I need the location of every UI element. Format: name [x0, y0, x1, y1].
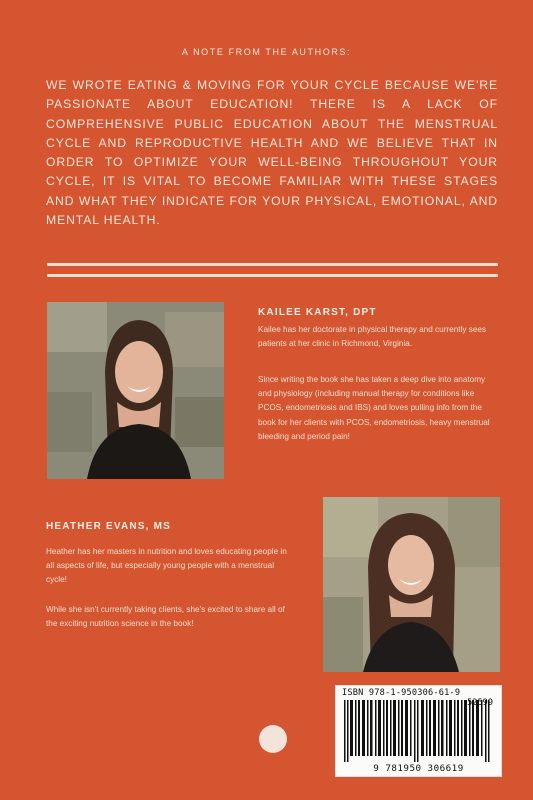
heather-bio-2: While she isn't currently taking clients, she's excited to share all of the exciting nutrition science in the book!: [46, 605, 285, 629]
kailee-name: KAILEE KARST, DPT: [258, 307, 377, 318]
ean-number: 9 781950 306619: [373, 763, 464, 774]
heather-photo: [323, 497, 500, 672]
divider-bottom: [47, 274, 498, 277]
barcode: [335, 685, 502, 777]
divider-top: [47, 263, 498, 266]
price-code: 52599: [467, 698, 493, 708]
kailee-bio-1: Kailee has her doctorate in physical therapy and currently sees patients at her clinic in Richmond, Virginia.: [258, 325, 487, 349]
note-body: WE WROTE EATING & MOVING FOR YOUR CYCLE BECAUSE WE'RE PASSIONATE ABOUT EDUCATION! THERE IS A LACK OF COMPREHENSIVE PUBLIC EDUCATION ABOUT THE MENSTRUAL CYCLE AND REPRODUCTIVE HEALTH AND WE BELIEVE THAT IN ORDER TO OPTIMIZE YOUR WELL-BEING THROUGHOUT YOUR CYCLE, IT IS VITAL TO BECOME FAMILIAR WITH THESE STAGES AND WHAT THEY INDICATE FOR YOUR PHYSICAL, EMOTIONAL, AND MENTAL HEALTH.: [46, 78, 498, 228]
note-heading: A NOTE FROM THE AUTHORS:: [181, 47, 352, 57]
heather-name: HEATHER EVANS, MS: [46, 521, 172, 532]
isbn-label: ISBN 978-1-950306-61-9: [342, 688, 461, 698]
publisher-logo: [259, 725, 287, 753]
barcode-bars: [344, 700, 494, 762]
kailee-bio-2: Since writing the book she has taken a deep dive into anatomy and physiology (including manual therapy for conditions like PCOS, endometriosis and IBS) and loves pulling info from the book for her clients with PCOS, endometriosis, heavy menstrual bleeding and period pain!: [258, 375, 490, 441]
heather-bio-1: Heather has her masters in nutrition and loves educating people in all aspects of life, but especially young people with a menstrual cycle!: [46, 547, 287, 585]
kailee-photo: [47, 302, 224, 479]
